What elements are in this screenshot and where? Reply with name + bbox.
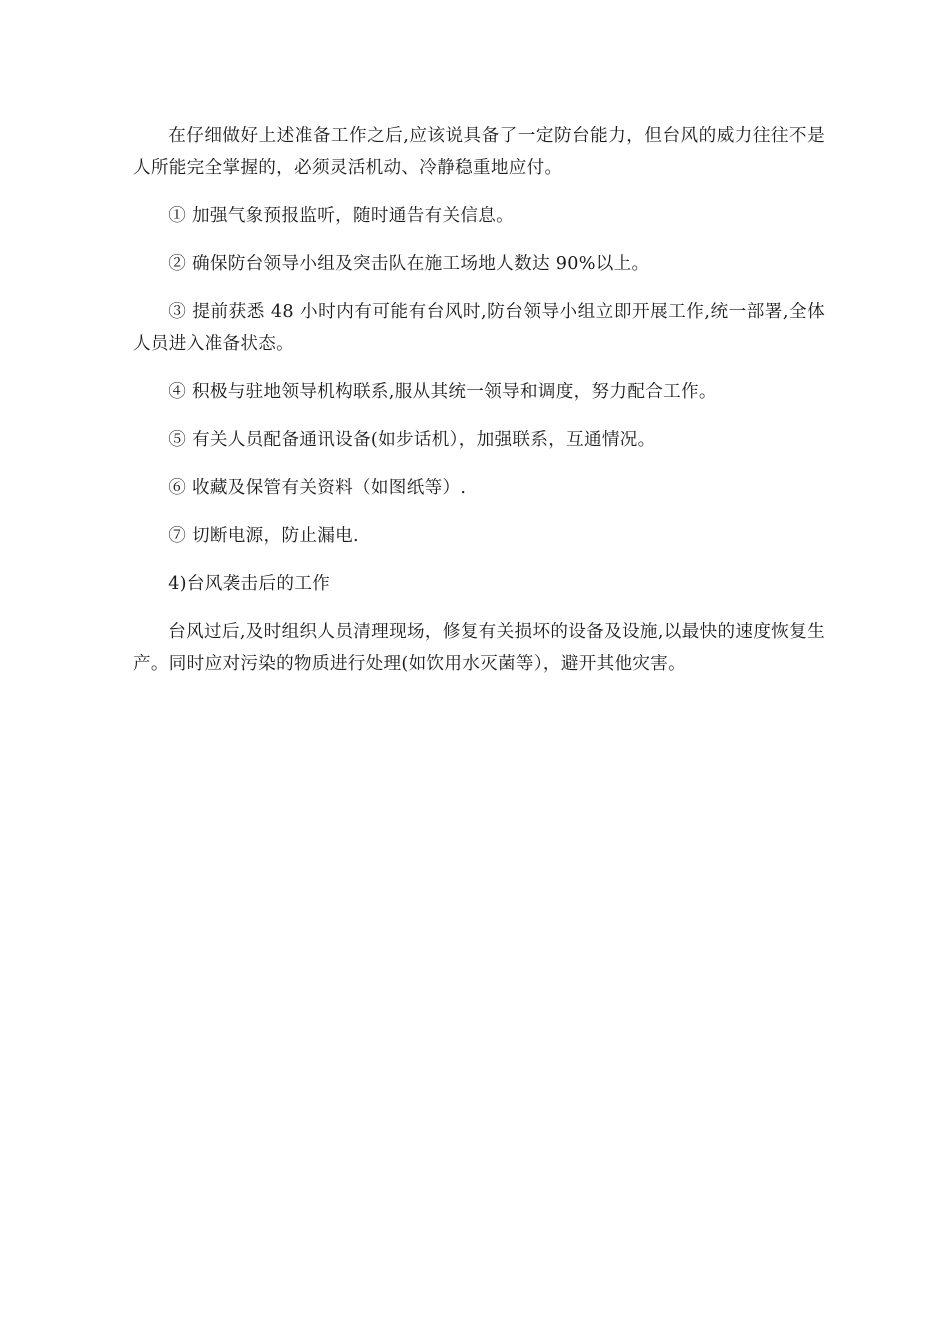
paragraph-intro: 在仔细做好上述准备工作之后,应该说具备了一定防台能力，但台风的威力往往不是人所能完全掌握的，必须灵活机动、冷静稳重地应付。 xyxy=(133,126,825,178)
section-heading: 4)台风袭击后的工作 xyxy=(168,574,330,594)
document-body xyxy=(133,120,825,696)
list-item-7: ⑦ 切断电源，防止漏电. xyxy=(168,526,359,546)
list-item-1: ① 加强气象预报监听，随时通告有关信息。 xyxy=(168,206,515,226)
list-item-4: ④ 积极与驻地领导机构联系,服从其统一领导和调度，努力配合工作。 xyxy=(168,382,717,402)
list-item-6: ⑥ 收藏及保管有关资料（如图纸等）. xyxy=(168,478,467,498)
paragraph-after-typhoon: 台风过后,及时组织人员清理现场，修复有关损坏的设备及设施,以最快的速度恢复生产。同时应对污染的物质进行处理(如饮用水灭菌等），避开其他灾害。 xyxy=(133,622,825,674)
list-item-5: ⑤ 有关人员配备通讯设备(如步话机），加强联系，互通情况。 xyxy=(168,430,656,450)
list-item-3: ③ 提前获悉 48 小时内有可能有台风时,防台领导小组立即开展工作,统一部署,全体人员进入准备状态。 xyxy=(133,302,825,354)
list-item-2: ② 确保防台领导小组及突击队在施工场地人数达 90%以上。 xyxy=(168,254,650,274)
